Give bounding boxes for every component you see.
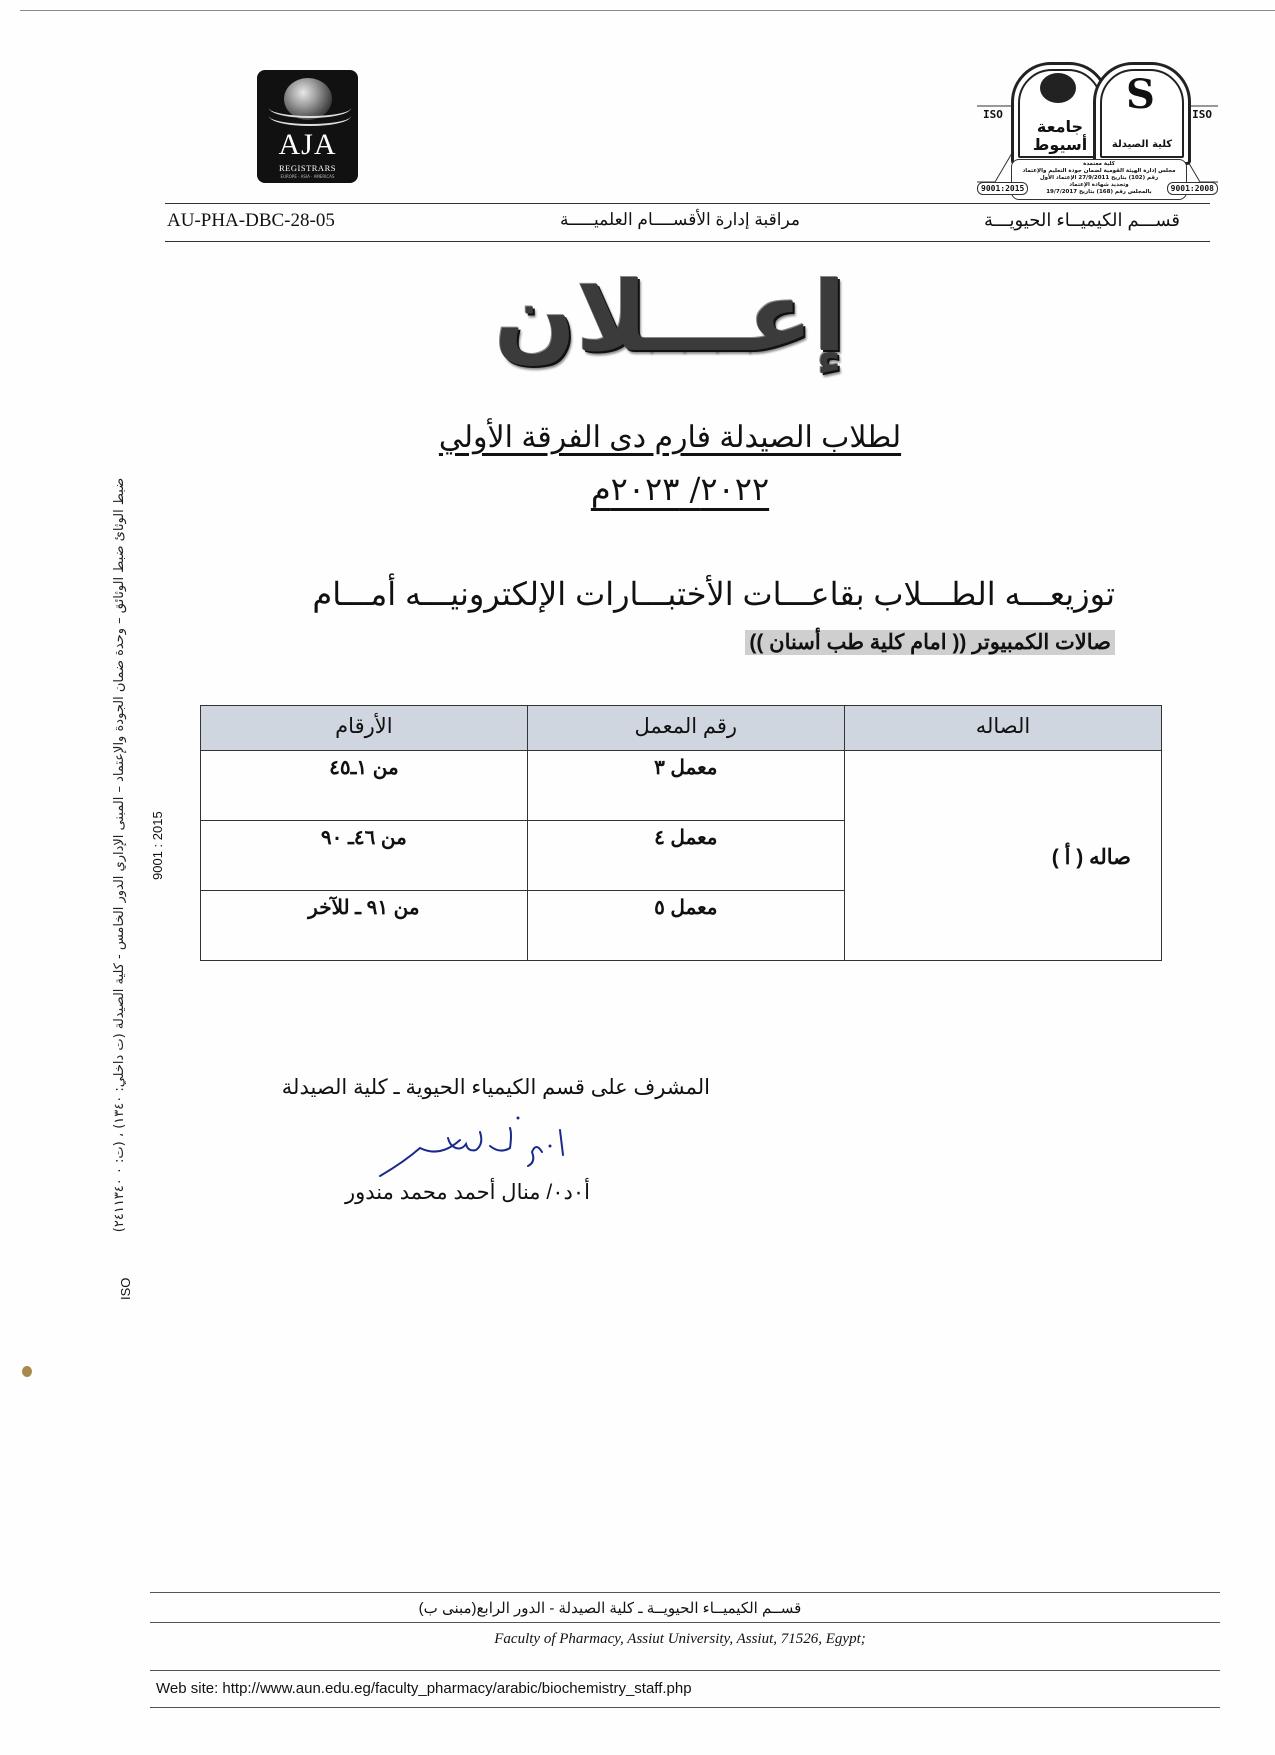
swoosh-decoration (269, 106, 351, 126)
header-rule-top (165, 203, 1210, 204)
column-header-hall: الصاله (844, 706, 1161, 751)
accreditation-text (1011, 159, 1187, 200)
lab-cell: معمل ٥ (527, 891, 844, 961)
numbers-cell: من ١ـ٤٥ (201, 751, 528, 821)
supervisor-title: المشرف على قسم الكيمياء الحيوية ـ كلية الصيدلة (281, 1076, 710, 1099)
halls-location: صالات الكمبيوتر (( امام كلية طب أسنان )) (745, 630, 1115, 655)
document-code: AU-PHA-DBC-28-05 (167, 210, 335, 231)
numbers-cell: من ٩١ ـ للآخر (201, 891, 528, 961)
academic-year: ٢٠٢٢/ ٢٠٢٣م (590, 470, 770, 508)
scan-edge-line (20, 10, 1275, 11)
header-department-label: قســـم الكيميــاء الحيويـــة (984, 210, 1180, 230)
footer-rule-1 (150, 1592, 1220, 1593)
column-header-numbers: الأرقام (201, 706, 528, 751)
footer-english-address: Faculty of Pharmacy, Assiut University, Assiut, 71526, Egypt; (494, 1631, 866, 1647)
footer-rule-2 (150, 1622, 1220, 1623)
lab-distribution-table (200, 705, 1162, 961)
hall-cell: صاله ( أ ) (844, 751, 1161, 961)
footer-rule-4 (150, 1707, 1220, 1708)
distribution-heading: توزيعـــه الطـــلاب بقاعـــات الأختبـــارات الإلكترونيـــه أمـــام (312, 576, 1115, 612)
decision-1-label: رقم (102) بتاريخ 27/9/2011 الإعتماد الأول (1039, 175, 1159, 181)
table-row (201, 751, 1162, 821)
numbers-cell: من ٤٦ـ ٩٠ (201, 821, 528, 891)
iso-year-left: 9001:2015 (977, 182, 1028, 195)
lab-cell: معمل ٣ (527, 751, 844, 821)
header-rule-bottom (165, 241, 1210, 242)
document-control-side-note: ضبط الوثائ ضبط الوثائق – وحدة ضمان الجودة والإعتماد – المبنى الإداري الدور الخامس - كلية الصيدلة (ت داخلي: ١٣٤٠) ، (ت: ٠ ٢٤١١٣٤٠) (112, 477, 127, 1233)
announcement-subtitle: لطلاب الصيدلة فارم دى الفرقة الأولي (438, 421, 902, 454)
aja-registrars-logo (257, 70, 358, 183)
accredited-label: كلية معتمدة (1083, 161, 1115, 167)
sun-icon (1040, 73, 1076, 103)
council-label: مجلس إدارة الهيئة القومية لضمان جودة التعليم والإعتماد (1022, 168, 1176, 174)
iso-label-left: ISO (983, 108, 1003, 121)
aja-logo-tagline: EUROPE · ASIA · AMERICAS (280, 174, 335, 179)
side-iso-label: ISO (118, 1277, 133, 1300)
footer-rule-3 (150, 1670, 1220, 1671)
iso-year-right: 9001:2008 (1167, 182, 1218, 195)
aja-logo-subtitle: REGISTRARS (279, 163, 336, 173)
lab-cell: معمل ٤ (527, 821, 844, 891)
table-header-row (201, 706, 1162, 751)
header-office-label: مراقبة إدارة الأقســــام العلميـــــة (560, 210, 800, 229)
punch-hole-mark (22, 1366, 32, 1377)
decision-2-label: بالمجلس رقم (168) بتاريخ 19/7/2017 (1046, 189, 1152, 195)
university-accreditation-seal (975, 58, 1220, 198)
pharmacy-faculty-emblem (1093, 62, 1191, 165)
side-iso-year: 9001 : 2015 (150, 811, 165, 880)
faculty-name: كلية الصيدلة (1111, 139, 1173, 150)
handwritten-signature (360, 1110, 600, 1180)
footer-arabic-address: قســم الكيميــاء الحيويــة ـ كلية الصيدلة - الدور الرابع(مبنى ب) (418, 1600, 802, 1617)
iso-label-right: ISO (1192, 108, 1212, 121)
column-header-lab: رقم المعمل (527, 706, 844, 751)
renewal-label: وتجديد شهادة الإعتماد (1069, 182, 1129, 188)
university-name: جامعة أسيوط (1032, 117, 1088, 154)
signer-name: أ٠د٠/ منال أحمد محمد مندور (344, 1181, 590, 1204)
bowl-of-hygieia-icon: S (1126, 71, 1155, 118)
aja-logo-text: AJA (278, 128, 337, 161)
footer-website: Web site: http://www.aun.edu.eg/faculty_pharmacy/arabic/biochemistry_staff.php (156, 1680, 692, 1697)
announcement-title: إعـــلان (494, 261, 846, 373)
